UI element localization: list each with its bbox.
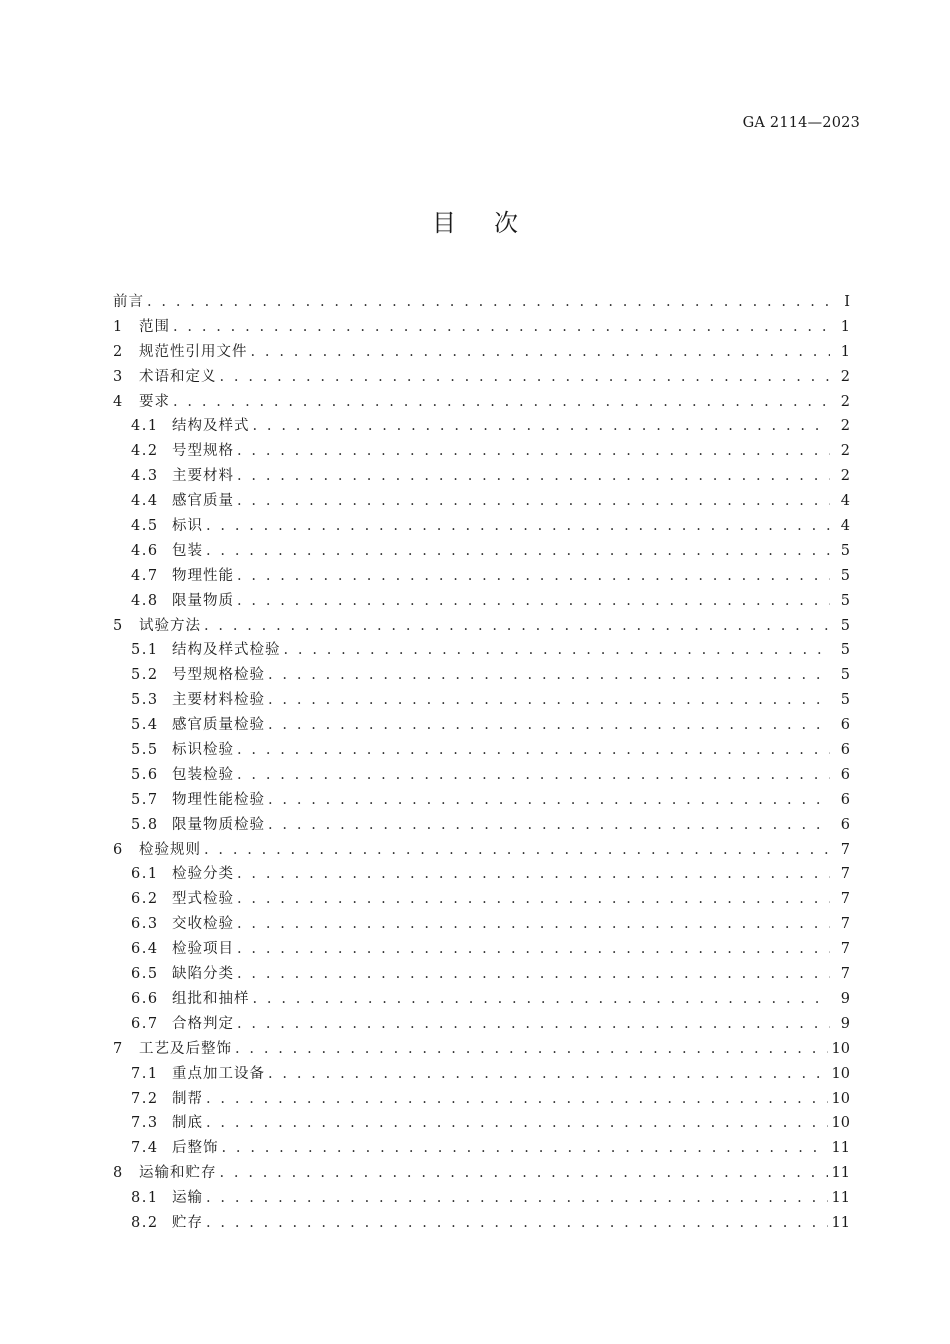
- toc-entry-label: 主要材料: [172, 468, 234, 485]
- toc-leader-dots: [284, 642, 831, 658]
- page-title-char-2: 次: [494, 209, 518, 237]
- toc-leader-dots: [237, 443, 830, 459]
- toc-entry-label: 结构及样式检验: [172, 642, 281, 659]
- toc-leader-dots: [237, 493, 830, 509]
- toc-leader-dots: [237, 767, 830, 783]
- toc-entry[interactable]: [113, 838, 850, 863]
- toc-entry-page: Ⅰ: [844, 294, 850, 310]
- toc-entry-label: 后整饰: [172, 1140, 219, 1157]
- toc-leader-dots: [206, 518, 830, 534]
- toc-entry-label: 感官质量检验: [172, 717, 265, 734]
- toc-entry[interactable]: [113, 663, 850, 688]
- toc-leader-dots: [173, 394, 830, 410]
- toc-entry[interactable]: [113, 464, 850, 489]
- toc-entry-page: 7: [840, 916, 850, 933]
- toc-entry-page: 7: [840, 941, 850, 958]
- toc-entry-label: 组批和抽样: [172, 990, 250, 1007]
- toc-entry-number: 6.5: [131, 966, 159, 983]
- toc-entry-page: 1: [840, 318, 850, 335]
- toc-entry-page: 11: [831, 1140, 850, 1157]
- toc-entry[interactable]: [113, 439, 850, 464]
- toc-entry-number: 6.7: [131, 1015, 159, 1032]
- toc-entry-page: 7: [840, 891, 850, 908]
- toc-entry-number: 6.2: [131, 891, 159, 908]
- toc-entry-page: 5: [840, 592, 850, 609]
- page-title: [0, 203, 950, 238]
- toc-entry-label: 限量物质检验: [172, 816, 265, 833]
- toc-entry[interactable]: [113, 862, 850, 887]
- toc-leader-dots: [237, 742, 830, 758]
- page-title-char-1: 目: [432, 209, 456, 237]
- toc-entry-label: 前言: [113, 294, 144, 310]
- toc-entry[interactable]: [113, 1186, 850, 1211]
- toc-leader-dots: [237, 891, 830, 907]
- toc-entry-page: 11: [831, 1165, 850, 1182]
- toc-entry-page: 4: [840, 493, 850, 510]
- toc-entry[interactable]: [113, 638, 850, 663]
- toc-entry-page: 9: [840, 1015, 850, 1032]
- toc-entry[interactable]: [113, 489, 850, 514]
- toc-entry-number: 5.6: [131, 766, 159, 783]
- toc-entry[interactable]: [113, 539, 850, 564]
- toc-entry[interactable]: [113, 937, 850, 962]
- toc-entry-number: 4.8: [131, 592, 159, 609]
- toc-entry-page: 11: [831, 1190, 850, 1207]
- toc-entry-label: 检验项目: [172, 941, 234, 958]
- toc-entry-label: 标识: [172, 518, 203, 535]
- toc-entry-label: 结构及样式: [172, 418, 250, 435]
- toc-entry-number: 4: [113, 393, 124, 410]
- toc-entry-number: 3: [113, 368, 124, 385]
- toc-leader-dots: [220, 369, 831, 385]
- toc-leader-dots: [253, 991, 831, 1007]
- toc-leader-dots: [222, 1140, 828, 1156]
- toc-entry-number: 5.1: [131, 642, 159, 659]
- toc-entry-page: 4: [840, 518, 850, 535]
- toc-leader-dots: [206, 543, 830, 559]
- toc-entry-number: 5.2: [131, 667, 159, 684]
- toc-entry[interactable]: [113, 564, 850, 589]
- toc-entry[interactable]: [113, 365, 850, 390]
- toc-entry-label: 规范性引用文件: [139, 343, 248, 360]
- toc-leader-dots: [147, 294, 830, 310]
- toc-entry[interactable]: [113, 713, 850, 738]
- toc-entry-label: 感官质量: [172, 493, 234, 510]
- toc-leader-dots: [237, 568, 830, 584]
- toc-entry-number: 7.1: [131, 1065, 159, 1082]
- toc-entry-number: 5.4: [131, 717, 159, 734]
- toc-entry[interactable]: [113, 414, 850, 439]
- toc-leader-dots: [204, 842, 830, 858]
- toc-entry-number: 7.4: [131, 1140, 159, 1157]
- toc-entry-label: 制底: [172, 1115, 203, 1132]
- toc-entry-number: 5: [113, 617, 124, 634]
- toc-entry-label: 检验规则: [139, 841, 201, 858]
- toc-entry-page: 9: [840, 990, 850, 1007]
- toc-entry[interactable]: [113, 315, 850, 340]
- toc-entry-page: 10: [831, 1115, 850, 1132]
- toc-entry-page: 11: [831, 1214, 850, 1231]
- toc-entry-label: 包装检验: [172, 766, 234, 783]
- toc-entry[interactable]: [113, 514, 850, 539]
- toc-entry-page: 7: [840, 966, 850, 983]
- toc-entry-label: 合格判定: [172, 1015, 234, 1032]
- toc-entry-number: 8: [113, 1165, 124, 1182]
- toc-leader-dots: [268, 692, 830, 708]
- toc-entry-page: 5: [840, 642, 850, 659]
- toc-entry-page: 5: [840, 617, 850, 634]
- toc-entry-page: 7: [840, 841, 850, 858]
- toc-entry[interactable]: [113, 390, 850, 415]
- toc-entry-label: 号型规格检验: [172, 667, 265, 684]
- toc-leader-dots: [268, 1066, 828, 1082]
- toc-entry[interactable]: [113, 1111, 850, 1136]
- toc-entry-number: 7: [113, 1040, 124, 1057]
- toc-entry-label: 范围: [139, 318, 170, 335]
- toc-leader-dots: [251, 344, 831, 360]
- toc-entry-page: 2: [840, 418, 850, 435]
- toc-entry-page: 2: [840, 443, 850, 460]
- toc-leader-dots: [173, 319, 830, 335]
- toc-leader-dots: [237, 916, 830, 932]
- toc-entry[interactable]: [113, 1037, 850, 1062]
- toc-entry-page: 7: [840, 866, 850, 883]
- toc-entry-label: 号型规格: [172, 443, 234, 460]
- toc-entry[interactable]: [113, 688, 850, 713]
- toc-entry-number: 5.5: [131, 742, 159, 759]
- toc-entry[interactable]: [113, 1087, 850, 1112]
- toc-entry[interactable]: [113, 763, 850, 788]
- toc-leader-dots: [268, 667, 830, 683]
- toc-entry-page: 2: [840, 368, 850, 385]
- toc-entry[interactable]: [113, 788, 850, 813]
- toc-entry[interactable]: [113, 962, 850, 987]
- toc-leader-dots: [237, 966, 830, 982]
- toc-entry-number: 6.1: [131, 866, 159, 883]
- toc-entry-number: 4.3: [131, 468, 159, 485]
- toc-leader-dots: [237, 593, 830, 609]
- toc-entry-label: 要求: [139, 393, 170, 410]
- toc-entry-number: 4.6: [131, 542, 159, 559]
- toc-entry-number: 5.7: [131, 791, 159, 808]
- toc-entry[interactable]: [113, 813, 850, 838]
- toc-entry-number: 6.4: [131, 941, 159, 958]
- toc-entry-label: 标识检验: [172, 742, 234, 759]
- toc-leader-dots: [268, 717, 830, 733]
- toc-entry-number: 6: [113, 841, 124, 858]
- toc-entry[interactable]: [113, 1211, 850, 1236]
- toc-entry[interactable]: [113, 340, 850, 365]
- toc-leader-dots: [220, 1165, 828, 1181]
- toc-leader-dots: [206, 1215, 828, 1231]
- toc-leader-dots: [235, 1041, 828, 1057]
- toc-entry[interactable]: [113, 1136, 850, 1161]
- toc-entry-page: 2: [840, 393, 850, 410]
- toc-entry-label: 包装: [172, 542, 203, 559]
- toc-entry[interactable]: [113, 1161, 850, 1186]
- toc-entry-page: 5: [840, 542, 850, 559]
- toc-entry-label: 限量物质: [172, 592, 234, 609]
- toc-entry[interactable]: [113, 290, 850, 315]
- document-code: GA 2114—2023: [742, 115, 860, 131]
- toc-entry-page: 10: [831, 1090, 850, 1107]
- toc-entry-page: 2: [840, 468, 850, 485]
- toc-leader-dots: [206, 1091, 828, 1107]
- toc-entry[interactable]: [113, 738, 850, 763]
- toc-leader-dots: [237, 941, 830, 957]
- toc-entry-label: 主要材料检验: [172, 692, 265, 709]
- toc-entry-label: 缺陷分类: [172, 966, 234, 983]
- toc-entry-page: 5: [840, 667, 850, 684]
- toc-entry-number: 5.8: [131, 816, 159, 833]
- toc-entry-number: 4.5: [131, 518, 159, 535]
- toc-entry-number: 2: [113, 343, 124, 360]
- toc-entry-page: 6: [840, 791, 850, 808]
- toc-leader-dots: [204, 618, 830, 634]
- toc-entry-label: 贮存: [172, 1214, 203, 1231]
- toc-entry[interactable]: [113, 887, 850, 912]
- toc-entry-label: 制帮: [172, 1090, 203, 1107]
- toc-entry-page: 6: [840, 766, 850, 783]
- toc-entry-page: 5: [840, 567, 850, 584]
- toc-leader-dots: [237, 468, 830, 484]
- table-of-contents: [113, 290, 850, 1236]
- toc-leader-dots: [253, 418, 831, 434]
- toc-entry-page: 10: [831, 1040, 850, 1057]
- toc-entry-label: 检验分类: [172, 866, 234, 883]
- toc-leader-dots: [206, 1115, 828, 1131]
- toc-entry-label: 物理性能检验: [172, 791, 265, 808]
- toc-entry[interactable]: [113, 614, 850, 639]
- toc-entry-number: 1: [113, 318, 124, 335]
- toc-entry-label: 重点加工设备: [172, 1065, 265, 1082]
- toc-entry-page: 1: [840, 343, 850, 360]
- toc-entry-label: 运输: [172, 1190, 203, 1207]
- toc-entry-page: 5: [840, 692, 850, 709]
- toc-entry-label: 试验方法: [139, 617, 201, 634]
- toc-leader-dots: [268, 817, 830, 833]
- toc-entry-page: 10: [831, 1065, 850, 1082]
- toc-entry-label: 物理性能: [172, 567, 234, 584]
- toc-entry-number: 4.1: [131, 418, 159, 435]
- toc-entry-number: 6.6: [131, 990, 159, 1007]
- toc-leader-dots: [268, 792, 830, 808]
- toc-entry-number: 7.2: [131, 1090, 159, 1107]
- toc-entry[interactable]: [113, 589, 850, 614]
- toc-entry-page: 6: [840, 717, 850, 734]
- toc-entry-number: 5.3: [131, 692, 159, 709]
- toc-entry-label: 型式检验: [172, 891, 234, 908]
- toc-entry-label: 工艺及后整饰: [139, 1040, 232, 1057]
- toc-entry-number: 8.2: [131, 1214, 159, 1231]
- toc-entry-number: 4.4: [131, 493, 159, 510]
- toc-entry-page: 6: [840, 816, 850, 833]
- toc-entry-number: 4.2: [131, 443, 159, 460]
- toc-leader-dots: [206, 1190, 828, 1206]
- toc-entry-page: 6: [840, 742, 850, 759]
- toc-leader-dots: [237, 1016, 830, 1032]
- toc-entry-label: 运输和贮存: [139, 1165, 217, 1182]
- toc-entry[interactable]: [113, 1062, 850, 1087]
- toc-entry-number: 8.1: [131, 1190, 159, 1207]
- toc-entry-number: 6.3: [131, 916, 159, 933]
- toc-entry-number: 4.7: [131, 567, 159, 584]
- toc-entry-label: 交收检验: [172, 916, 234, 933]
- toc-entry-label: 术语和定义: [139, 368, 217, 385]
- toc-entry[interactable]: [113, 912, 850, 937]
- toc-entry[interactable]: [113, 987, 850, 1012]
- toc-entry-number: 7.3: [131, 1115, 159, 1132]
- toc-entry[interactable]: [113, 1012, 850, 1037]
- toc-leader-dots: [237, 866, 830, 882]
